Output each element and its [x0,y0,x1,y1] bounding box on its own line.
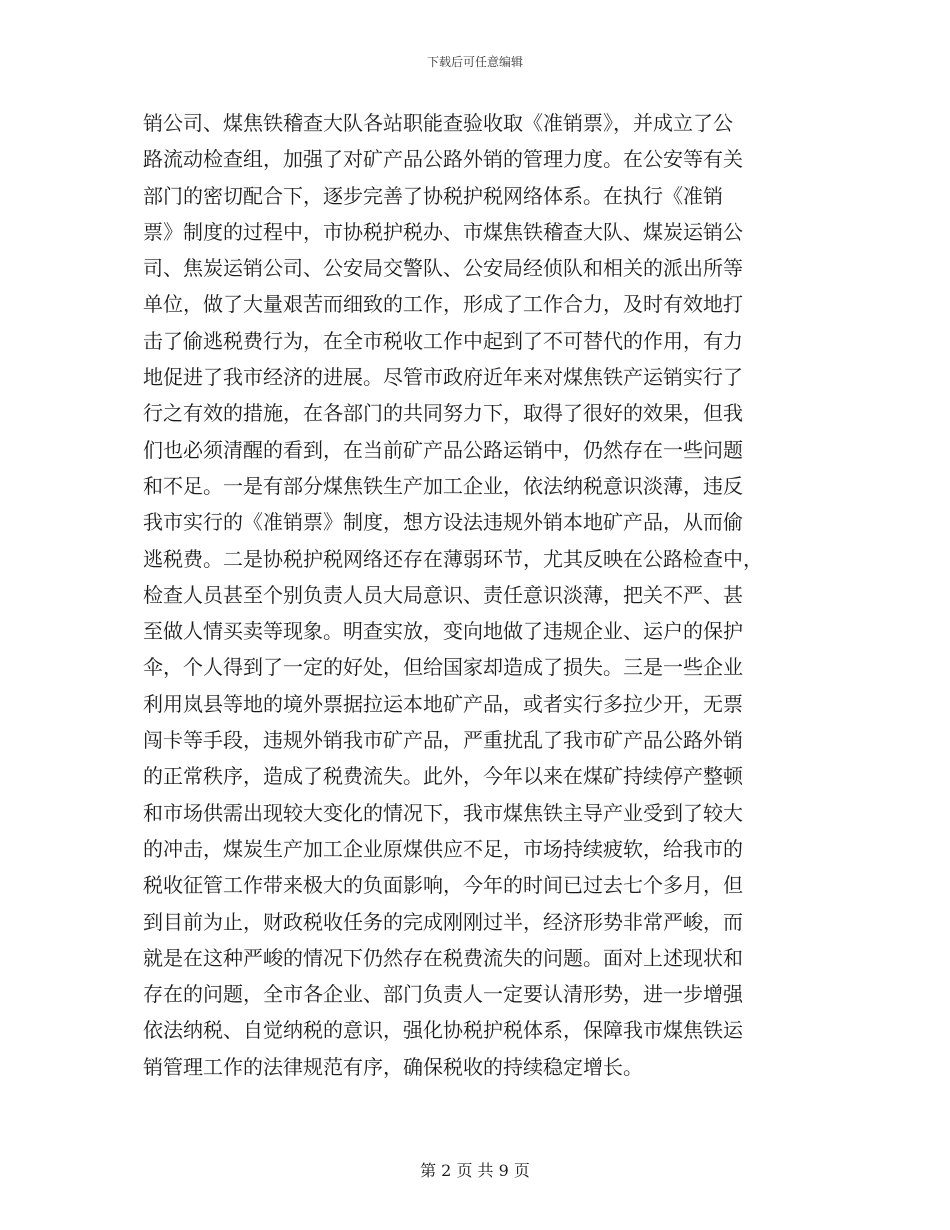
body-line: 们也必须清醒的看到，在当前矿产品公路运销中，仍然存在一些问题 [143,437,743,462]
body-line: 闯卡等手段，违规外销我市矿产品，严重扰乱了我市矿产品公路外销 [143,728,743,753]
body-line: 我市实行的《准销票》制度，想方设法违规外销本地矿产品，从而偷 [143,510,743,535]
body-line: 就是在这种严峻的情况下仍然存在税费流失的问题。面对上述现状和 [143,945,743,970]
body-line: 税收征管工作带来极大的负面影响，今年的时间已过去七个多月，但 [143,873,743,898]
body-line: 销公司、煤焦铁稽查大队各站职能查验收取《准销票》，并成立了公 [143,111,733,135]
body-line: 司、焦炭运销公司、公安局交警队、公安局经侦队和相关的派出所等 [143,256,743,281]
body-line: 票》制度的过程中，市协税护税办、市煤焦铁稽查大队、煤炭运销公 [143,219,743,244]
body-line: 依法纳税、自觉纳税的意识，强化协税护税体系，保障我市煤焦铁运 [143,1018,743,1043]
body-line: 和不足。一是有部分煤焦铁生产加工企业，依法纳税意识淡薄，违反 [143,473,743,498]
body-line: 地促进了我市经济的进展。尽管市政府近年来对煤焦铁产运销实行了 [143,365,743,390]
body-line: 销管理工作的法律规范有序，确保税收的持续稳定增长。 [143,1054,643,1079]
page-number-footer: 第 2 页 共 9 页 [420,1161,530,1180]
body-line: 行之有效的措施，在各部门的共同努力下，取得了很好的效果，但我 [143,401,743,426]
body-line: 部门的密切配合下，逐步完善了协税护税网络体系。在执行《准销 [143,183,723,208]
body-line: 到目前为止，财政税收任务的完成刚刚过半，经济形势非常严峻，而 [143,909,743,934]
body-line: 路流动检查组，加强了对矿产品公路外销的管理力度。在公安等有关 [143,147,743,172]
body-line: 存在的问题，全市各企业、部门负责人一定要认清形势，进一步增强 [143,982,743,1007]
body-line: 击了偷逃税费行为，在全市税收工作中起到了不可替代的作用，有力 [143,328,743,353]
body-line: 逃税费。二是协税护税网络还存在薄弱环节，尤其反映在公路检查中， [143,546,763,571]
body-line: 和市场供需出现较大变化的情况下，我市煤焦铁主导产业受到了较大 [143,800,743,825]
body-line: 检查人员甚至个别负责人员大局意识、责任意识淡薄，把关不严、甚 [143,582,743,607]
header-note: 下载后可任意编辑 [426,55,523,69]
body-line: 至做人情买卖等现象。明查实放，变向地做了违规企业、运户的保护 [143,619,743,644]
body-line: 利用岚县等地的境外票据拉运本地矿产品，或者实行多拉少开，无票 [143,691,743,716]
body-line: 伞，个人得到了一定的好处，但给国家却造成了损失。三是一些企业 [143,655,743,680]
body-line: 单位，做了大量艰苦而细致的工作，形成了工作合力，及时有效地打 [143,292,743,317]
body-line: 的正常秩序，造成了税费流失。此外，今年以来在煤矿持续停产整顿 [143,764,743,789]
body-line: 的冲击，煤炭生产加工企业原煤供应不足，市场持续疲软，给我市的 [143,836,743,861]
body-paragraph [143,105,803,1085]
